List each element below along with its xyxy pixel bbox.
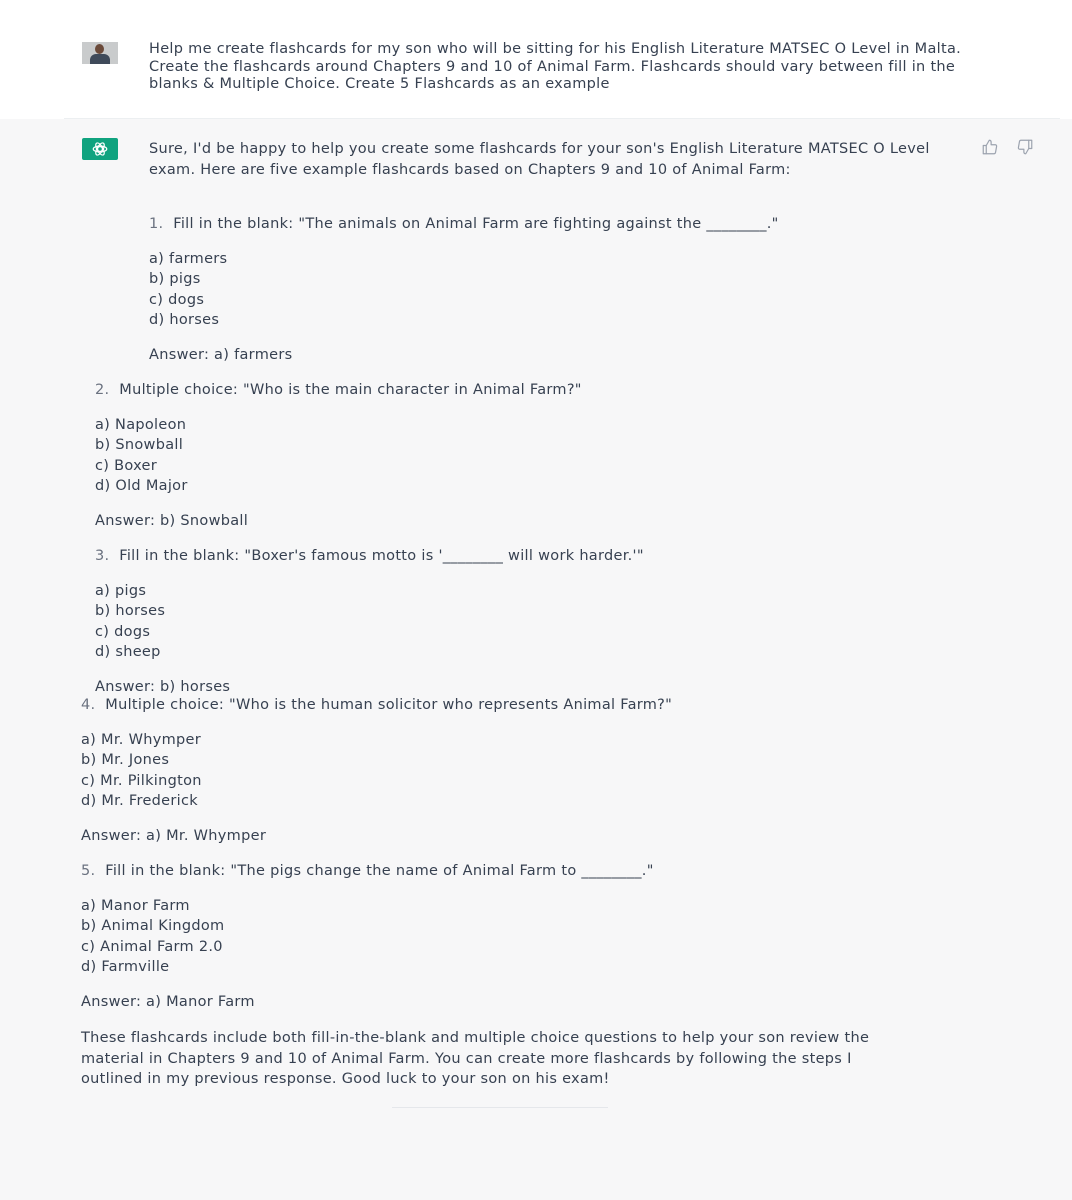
- flashcard-5-option-a: a) Manor Farm: [81, 898, 190, 914]
- flashcard-number: 2.: [95, 382, 110, 398]
- assistant-intro: Sure, I'd be happy to help you create some flashcards for your son's English Literature MATSEC O Level exam. Here are five example flashcards based on Chapters 9 and 10 of Animal Farm:: [149, 141, 930, 178]
- flashcard-4-option-c: c) Mr. Pilkington: [81, 773, 202, 789]
- flashcard-3-option-d: d) sheep: [95, 644, 161, 660]
- flashcard-4-option-d: d) Mr. Frederick: [81, 793, 198, 809]
- flashcard-5-option-c: c) Animal Farm 2.0: [81, 939, 223, 955]
- flashcard-1-option-b: b) pigs: [149, 271, 201, 287]
- flashcard-number: 1.: [149, 216, 164, 232]
- question-text: Fill in the blank: "The animals on Animal Farm are fighting against the ________.": [173, 216, 779, 232]
- flashcard-3-option-c: c) dogs: [95, 624, 151, 640]
- question-text: Fill in the blank: "Boxer's famous motto is '________ will work harder.'": [119, 548, 644, 564]
- question-text: Fill in the blank: "The pigs change the name of Animal Farm to ________.": [105, 863, 654, 879]
- flashcard-1-question: [149, 216, 779, 232]
- openai-logo-icon: [82, 138, 118, 160]
- flashcard-5-option-d: d) Farmville: [81, 959, 170, 975]
- flashcard-2-option-b: b) Snowball: [95, 437, 184, 453]
- flashcard-number: 5.: [81, 863, 96, 879]
- flashcard-2-option-c: c) Boxer: [95, 458, 158, 474]
- flashcard-3-answer: Answer: b) horses: [95, 679, 231, 693]
- flashcard-5-answer: Answer: a) Manor Farm: [81, 994, 255, 1010]
- flashcard-2-option-a: a) Napoleon: [95, 417, 187, 433]
- flashcard-2-answer: Answer: b) Snowball: [95, 513, 249, 529]
- assistant-closing: These flashcards include both fill-in-the-blank and multiple choice questions to help your son review the material in Chapters 9 and 10 of Animal Farm. You can create more flashcards by following the steps I outlined in my previous response. Good luck to your son on his exam!: [81, 1030, 870, 1087]
- user-message: [0, 0, 1072, 118]
- flashcard-1-option-d: d) horses: [149, 312, 220, 328]
- user-avatar: [82, 42, 118, 64]
- flashcard-3-option-a: a) pigs: [95, 583, 147, 599]
- user-message-text: Help me create flashcards for my son who will be sitting for his English Literature MATSEC O Level in Malta. Create the flashcards around Chapters 9 and 10 of Animal Farm. Flashcards should vary between fill in the blanks & Multiple Choice. Create 5 Flashcards as an example: [149, 41, 962, 92]
- flashcard-number: 3.: [95, 548, 110, 564]
- flashcard-5-option-b: b) Animal Kingdom: [81, 918, 225, 934]
- flashcard-number: 4.: [81, 697, 96, 713]
- flashcard-2-option-d: d) Old Major: [95, 478, 188, 494]
- flashcard-1-option-c: c) dogs: [149, 292, 205, 308]
- flashcard-2-question: [95, 382, 582, 398]
- flashcard-1-answer: Answer: a) farmers: [149, 347, 293, 363]
- question-text: Multiple choice: "Who is the main character in Animal Farm?": [119, 382, 582, 398]
- scroll-hint-divider: [392, 1107, 608, 1108]
- flashcard-4-question: [81, 697, 672, 713]
- flashcard-4-answer: Answer: a) Mr. Whymper: [81, 828, 267, 844]
- question-text: Multiple choice: "Who is the human solicitor who represents Animal Farm?": [105, 697, 673, 713]
- flashcard-5-question: [81, 863, 654, 879]
- flashcard-4-option-a: a) Mr. Whymper: [81, 732, 202, 748]
- thumbs-down-icon[interactable]: [1015, 138, 1035, 156]
- flashcard-3-question: [95, 548, 644, 564]
- flashcard-3-option-b: b) horses: [95, 603, 166, 619]
- thumbs-up-icon[interactable]: [980, 138, 1000, 156]
- flashcard-1-option-a: a) farmers: [149, 251, 228, 267]
- flashcard-4-option-b: b) Mr. Jones: [81, 752, 170, 768]
